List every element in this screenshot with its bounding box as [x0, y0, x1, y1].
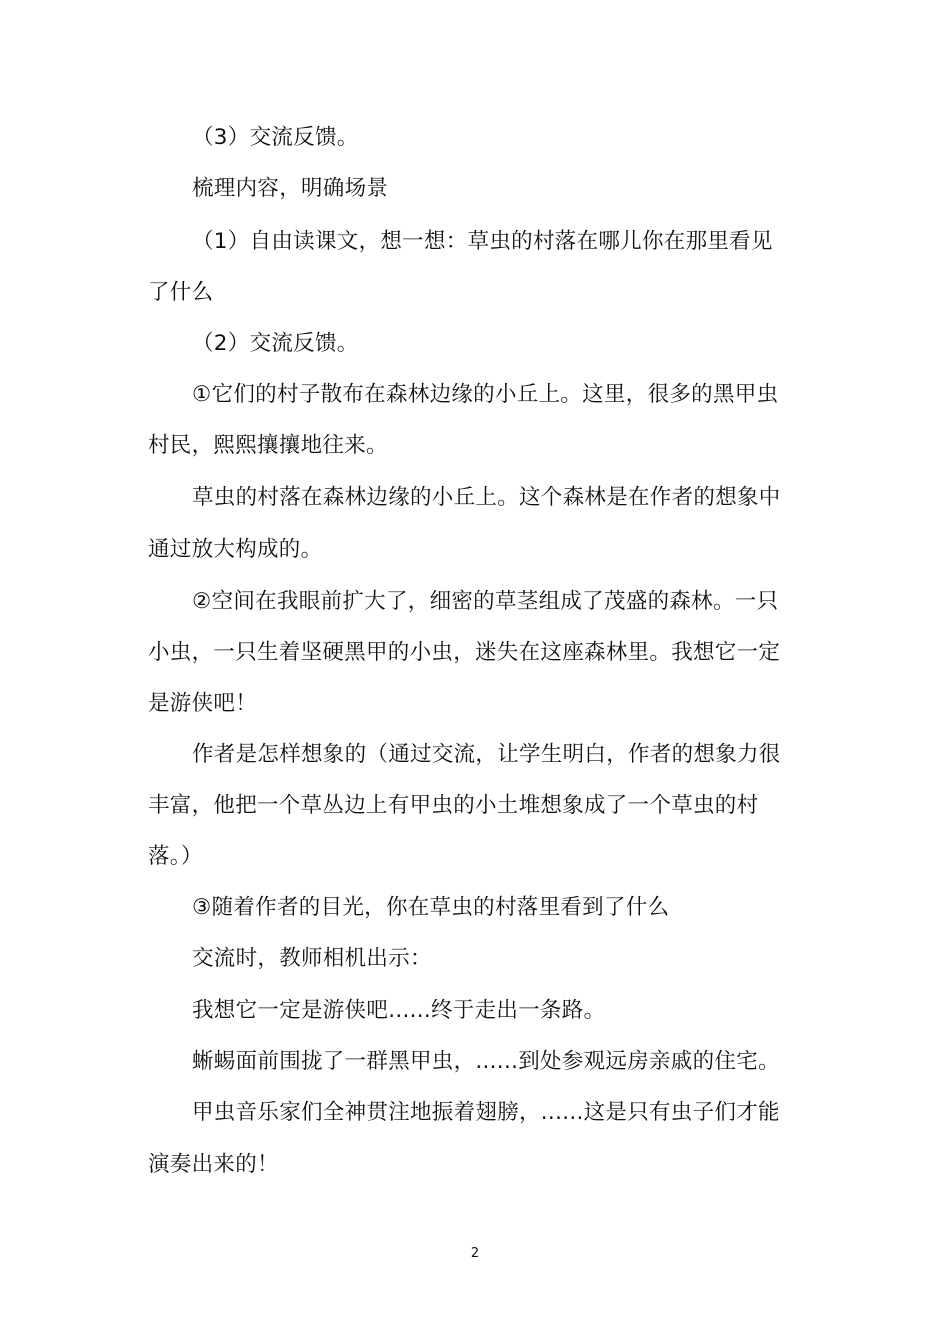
text-line: （1）自由读课文，想一想：草虫的村落在哪儿你在那里看见 — [192, 229, 773, 254]
text-line: （2）交流反馈。 — [192, 331, 359, 356]
text-line: 是游侠吧！ — [148, 691, 258, 716]
text-line: ③随着作者的目光，你在草虫的村落里看到了什么 — [192, 895, 670, 920]
text-line: （3）交流反馈。 — [192, 125, 359, 150]
text-line: 作者是怎样想象的（通过交流，让学生明白，作者的想象力很 — [192, 742, 781, 767]
text-line: 草虫的村落在森林边缘的小丘上。这个森林是在作者的想象中 — [192, 485, 781, 510]
text-line: 落。） — [148, 844, 203, 869]
text-line: 通过放大构成的。 — [148, 537, 323, 562]
text-line: 我想它一定是游侠吧......终于走出一条路。 — [192, 998, 606, 1023]
text-line: 了什么 — [148, 280, 214, 305]
text-line: 小虫，一只生着坚硬黑甲的小虫，迷失在这座森林里。我想它一定 — [148, 640, 781, 665]
text-line: 蜥蜴面前围拢了一群黑甲虫，......到处参观远房亲戚的住宅。 — [192, 1049, 780, 1074]
text-line: 演奏出来的！ — [148, 1152, 279, 1177]
text-line: ②空间在我眼前扩大了，细密的草茎组成了茂盛的森林。一只 — [192, 589, 779, 614]
text-line: 甲虫音乐家们全神贯注地振着翅膀，......这是只有虫子们才能 — [192, 1100, 780, 1125]
text-line: 丰富，他把一个草丛边上有甲虫的小土堆想象成了一个草虫的村 — [148, 793, 759, 818]
text-line: ①它们的村子散布在森林边缘的小丘上。这里，很多的黑甲虫 — [192, 382, 779, 407]
page-number: 2 — [470, 1246, 480, 1261]
text-line: 村民，熙熙攘攘地往来。 — [148, 433, 388, 458]
text-line: 梳理内容，明确场景 — [192, 176, 389, 201]
text-line: 交流时，教师相机出示： — [192, 946, 432, 971]
